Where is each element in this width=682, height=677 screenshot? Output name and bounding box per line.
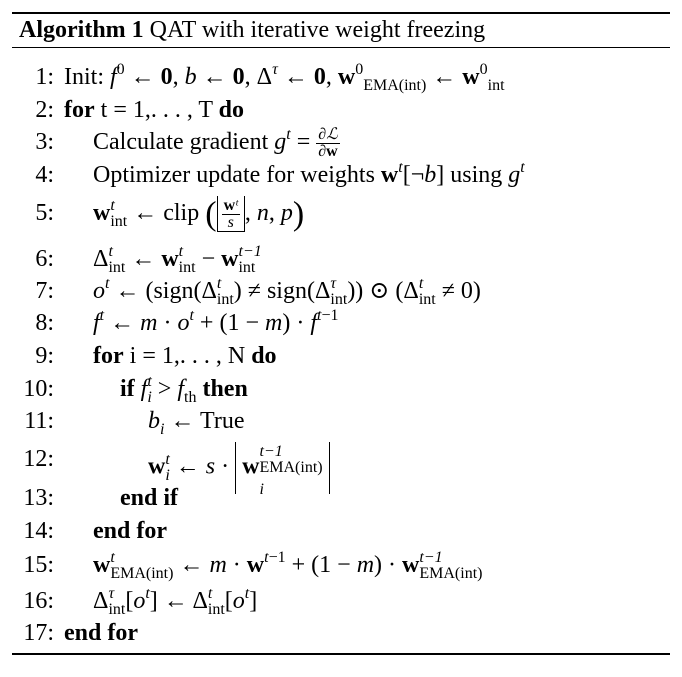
loop-range-t: t = 1,. . . , T bbox=[100, 97, 213, 123]
line-number: 10: bbox=[23, 376, 54, 402]
line-content: Init: $f^0$ ← 0, b ← 0, $\Delta^\tau$ ← 0, $w^0_{EMA(int)}$ ← $w^0_{int}$ bbox=[64, 61, 505, 94]
line-number: 5: bbox=[35, 200, 54, 226]
line-content bbox=[64, 93, 244, 127]
end-if-keyword: end if bbox=[120, 485, 179, 511]
line-number: 12: bbox=[23, 446, 54, 472]
algorithm-line-15 bbox=[0, 548, 682, 582]
line-number: 6: bbox=[35, 246, 54, 272]
init-keyword: Init: bbox=[64, 64, 104, 90]
algorithm-label: Algorithm 1 bbox=[19, 17, 144, 43]
if-keyword: if bbox=[120, 376, 135, 402]
line-number: 16: bbox=[23, 588, 54, 614]
algorithm-title bbox=[19, 14, 485, 46]
algorithm-line-2 bbox=[0, 93, 682, 127]
algorithm-line-11 bbox=[0, 404, 682, 438]
line-content: w t EMA(int) ← $m \cdot w^{t-1} + (1 - m) \cdot w$ t−1 EMA(int) bbox=[93, 549, 483, 583]
algorithm-line-14 bbox=[0, 514, 682, 548]
algorithm-line-3 bbox=[0, 125, 682, 159]
using-text: using bbox=[450, 162, 503, 188]
line-content: end for bbox=[64, 620, 138, 646]
algorithm-line-7 bbox=[0, 274, 682, 308]
line-content: w t int ← clip ( $\frac{\text{wᵗ}}{s}$ , n, p) bbox=[93, 195, 305, 233]
algorithm-line-16 bbox=[0, 584, 682, 618]
calculate-gradient-text: Calculate gradient bbox=[93, 129, 269, 155]
algorithm-line-8 bbox=[0, 306, 682, 340]
header-rule bbox=[12, 47, 670, 48]
end-for-keyword: end for bbox=[93, 518, 167, 544]
algorithm-line-10 bbox=[0, 372, 682, 406]
optimizer-update-text: Optimizer update for weights bbox=[93, 162, 375, 188]
line-content: for i = 1,. . . , N do bbox=[93, 343, 277, 369]
round-bracket: $\frac{\text{wᵗ}}{s}$ bbox=[217, 196, 245, 232]
for-keyword: for bbox=[64, 97, 95, 123]
algorithm-line-9 bbox=[0, 339, 682, 373]
then-keyword: then bbox=[202, 376, 248, 402]
algorithm-line-1 bbox=[0, 60, 682, 94]
line-content: $o^t$ ← (sign(Δ t int ) ≠ sign(Δ τ int )) ⊙ (Δ t int ≠ 0) bbox=[93, 275, 481, 309]
line-content bbox=[93, 514, 167, 548]
line-content: Δ τ int $[o^t]$ ← Δ t int $[o^t]$ bbox=[93, 585, 258, 619]
algorithm-line-6 bbox=[0, 242, 682, 276]
line-number: 9: bbox=[35, 343, 54, 369]
subscript-ema-int: EMA(int) bbox=[363, 77, 427, 94]
line-number: 1: bbox=[35, 64, 54, 90]
algorithm-line-13 bbox=[0, 481, 682, 515]
round-bracket: w t−1 EMA(int) $_i$ bbox=[235, 442, 329, 494]
algorithm-line-5 bbox=[0, 195, 682, 233]
line-content: Δ t int ← w t int − w t−1 int bbox=[93, 243, 262, 277]
line-number: 2: bbox=[35, 97, 54, 123]
line-number: 13: bbox=[23, 485, 54, 511]
line-content: Calculate gradient $g^t$ = $\frac{\text{∂ℒ}}{\partial w}$ bbox=[93, 125, 338, 160]
line-content: Optimizer update for weights $w^t[\neg b]$ using $g^t$ bbox=[93, 159, 525, 188]
line-number: 17: bbox=[23, 620, 54, 646]
clip-function: clip bbox=[163, 200, 200, 226]
bottom-rule bbox=[12, 653, 670, 655]
line-content: w t i ← s · w t−1 EMA(int) $_i$ bbox=[148, 442, 330, 494]
do-keyword: do bbox=[218, 97, 245, 123]
line-number: 14: bbox=[23, 518, 54, 544]
algorithm-line-17 bbox=[0, 616, 682, 650]
line-content: if f t i > $f_{th}$ then bbox=[120, 373, 248, 407]
loop-range-i: i = 1,. . . , N bbox=[129, 343, 246, 369]
gradient-fraction: $\frac{\text{∂ℒ}}{\partial w}$ bbox=[318, 125, 338, 160]
algorithm-line-4 bbox=[0, 158, 682, 192]
line-content: $b_i$ ← True bbox=[148, 408, 245, 438]
line-content: $f^t$ ← $m \cdot o^t + (1 - m) \cdot f^{t-1}$ bbox=[93, 307, 339, 336]
line-number: 3: bbox=[35, 129, 54, 155]
line-number: 11: bbox=[24, 408, 54, 434]
line-number: 15: bbox=[23, 552, 54, 578]
algorithm-name: QAT with iterative weight freezing bbox=[149, 17, 486, 43]
subscript-int: int bbox=[487, 77, 505, 94]
line-content bbox=[120, 481, 178, 515]
line-number: 7: bbox=[35, 278, 54, 304]
true-value: True bbox=[200, 408, 245, 434]
sign-function: sign bbox=[153, 278, 194, 304]
line-number: 8: bbox=[35, 310, 54, 336]
line-number: 4: bbox=[35, 162, 54, 188]
